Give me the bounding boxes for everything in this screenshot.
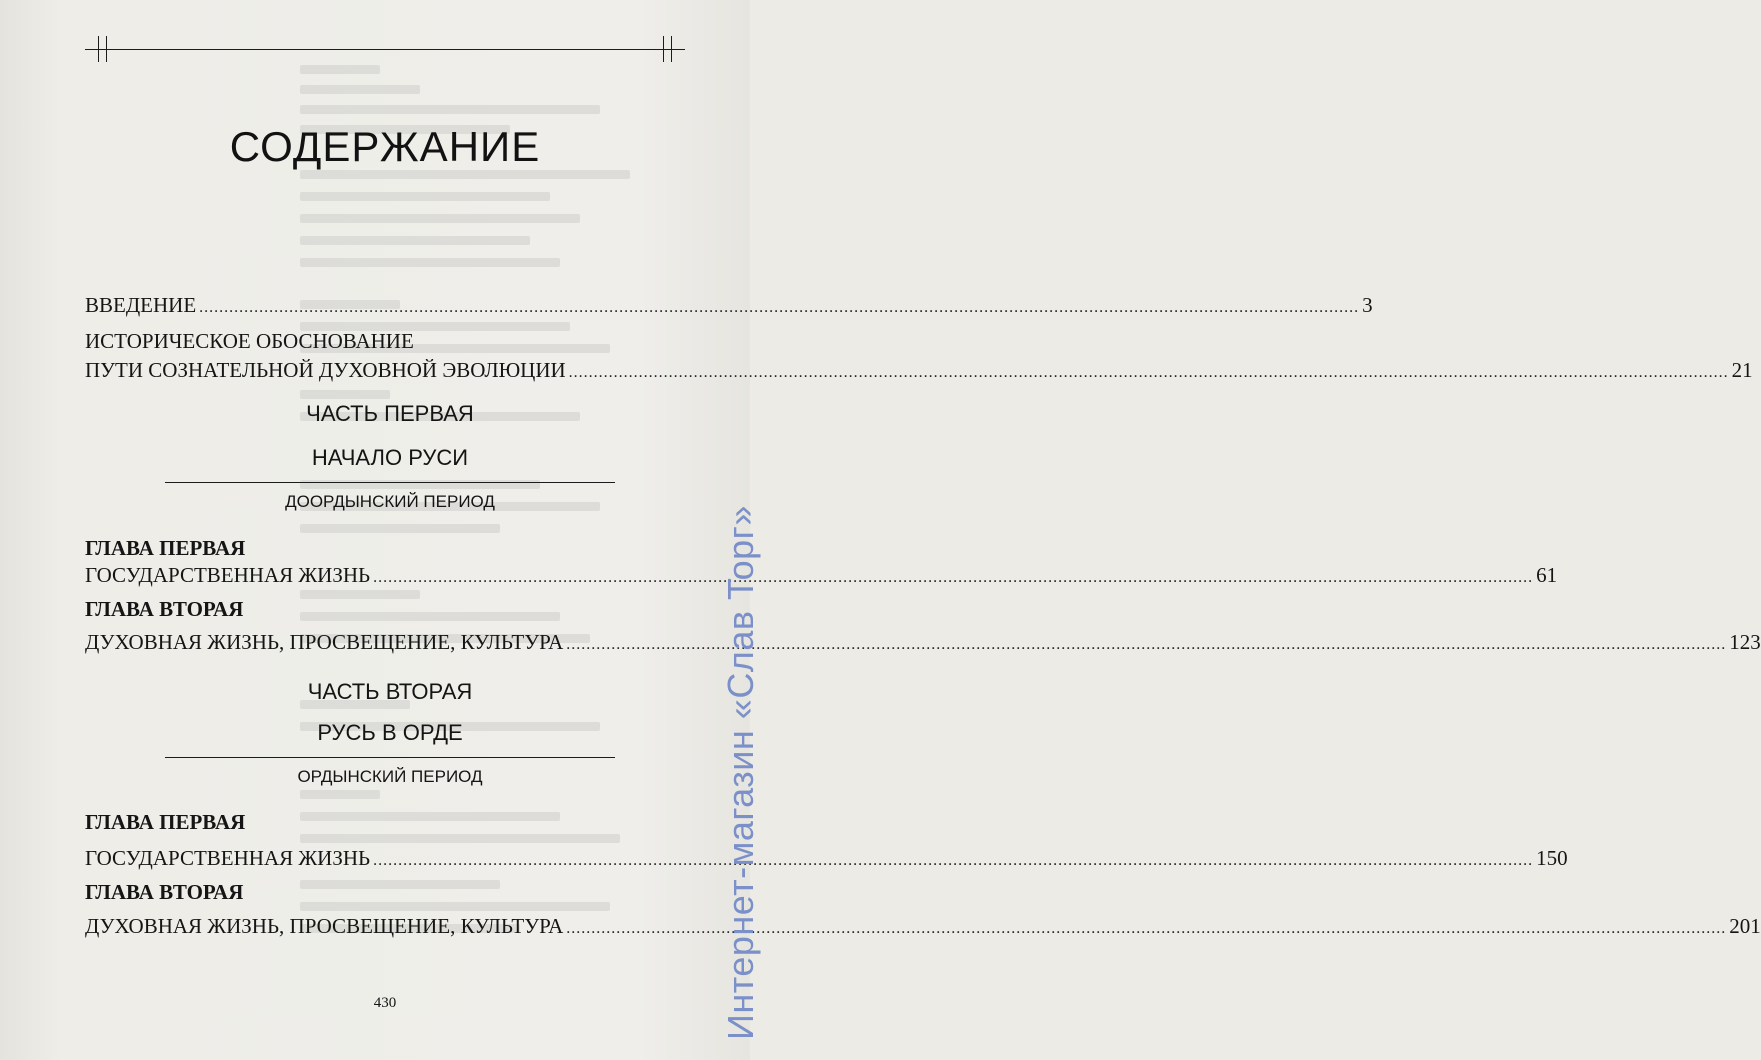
toc-entry-chapter bbox=[85, 843, 1568, 876]
chapter-label: ГЛАВА ВТОРАЯ bbox=[85, 880, 244, 904]
page-number: 430 bbox=[373, 995, 397, 1011]
toc-page-number: 123 bbox=[1729, 630, 1761, 654]
toc-page-number: 21 bbox=[1731, 358, 1753, 382]
part-two-period: ОРДЫНСКИЙ ПЕРИОД bbox=[297, 767, 483, 786]
dot-leader bbox=[373, 563, 1533, 593]
part-two-subtitle: РУСЬ В ОРДЕ bbox=[317, 720, 463, 745]
toc-entry-historical bbox=[85, 355, 1753, 388]
dot-leader bbox=[199, 293, 1359, 323]
toc-page-number: 150 bbox=[1536, 846, 1568, 870]
part-one-heading: ЧАСТЬ ПЕРВАЯ bbox=[306, 401, 474, 426]
toc-entry-label: ВВЕДЕНИЕ bbox=[85, 293, 197, 317]
part-one-subtitle: НАЧАЛО РУСИ bbox=[311, 445, 469, 470]
header-rule bbox=[85, 49, 685, 50]
part-one-period: ДООРДЫНСКИЙ ПЕРИОД bbox=[285, 492, 495, 511]
header-tick bbox=[106, 36, 107, 62]
header-tick bbox=[98, 36, 99, 62]
header-tick bbox=[663, 36, 664, 62]
page-title: СОДЕРЖАНИЕ bbox=[229, 123, 541, 170]
toc-page-number: 3 bbox=[1362, 293, 1373, 317]
part-two-heading: ЧАСТЬ ВТОРАЯ bbox=[307, 679, 473, 704]
toc-page-number: 61 bbox=[1536, 563, 1558, 587]
toc-entry-label: ДУХОВНАЯ ЖИЗНЬ, ПРОСВЕЩЕНИЕ, КУЛЬТУРА bbox=[85, 914, 564, 938]
part-divider bbox=[165, 757, 615, 758]
toc-entry-chapter bbox=[85, 560, 1558, 593]
chapter-label: ГЛАВА ВТОРАЯ bbox=[85, 597, 244, 621]
store-watermark: Интернет-магазин «Слав Торг» bbox=[720, 505, 761, 1040]
chapter-label: ГЛАВА ПЕРВАЯ bbox=[85, 810, 246, 834]
toc-entry-chapter bbox=[85, 627, 1761, 660]
toc-entry-label: ГОСУДАРСТВЕННАЯ ЖИЗНЬ bbox=[85, 563, 371, 587]
toc-entry-intro bbox=[85, 290, 1373, 323]
dot-leader bbox=[373, 846, 1533, 876]
header-tick bbox=[671, 36, 672, 62]
chapter-label: ГЛАВА ПЕРВАЯ bbox=[85, 536, 246, 560]
toc-entry-historical-line1: ИСТОРИЧЕСКОЕ ОБОСНОВАНИЕ bbox=[85, 329, 414, 353]
toc-entry-label: ДУХОВНАЯ ЖИЗНЬ, ПРОСВЕЩЕНИЕ, КУЛЬТУРА bbox=[85, 630, 564, 654]
part-divider bbox=[165, 482, 615, 483]
toc-page-number: 201 bbox=[1729, 914, 1761, 938]
toc-entry-label: ГОСУДАРСТВЕННАЯ ЖИЗНЬ bbox=[85, 846, 371, 870]
toc-entry-label: ПУТИ СОЗНАТЕЛЬНОЙ ДУХОВНОЙ ЭВОЛЮЦИИ bbox=[85, 358, 566, 382]
toc-entry-chapter bbox=[85, 911, 1761, 944]
